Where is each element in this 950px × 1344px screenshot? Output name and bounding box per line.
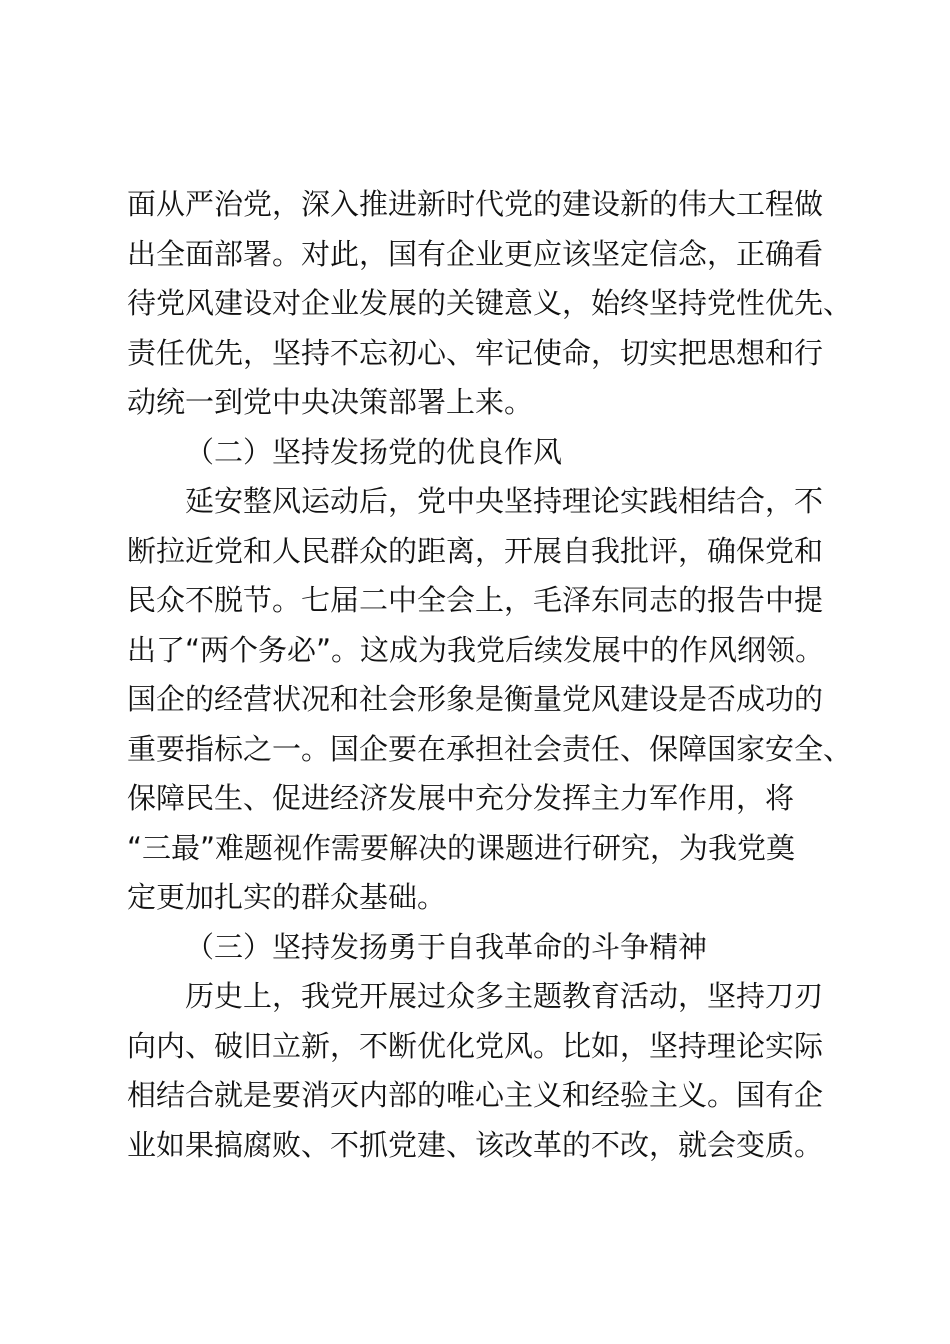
section-heading-2: （二）坚持发扬党的优良作风 <box>185 434 563 469</box>
paragraph-line: 国企的经营状况和社会形象是衡量党风建设是否成功的 <box>127 682 824 716</box>
paragraph-line: 责任优先，坚持不忘初心、牢记使命，切实把思想和行 <box>127 335 824 370</box>
paragraph-line: 动统一到党中央决策部署上来。 <box>127 385 534 419</box>
paragraph-line: 断拉近党和人民群众的距离，开展自我批评，确保党和 <box>127 533 824 568</box>
paragraph-line: 重要指标之一。国企要在承担社会责任、保障国家安全、 <box>127 731 853 766</box>
paragraph-line: 民众不脱节。七届二中全会上，毛泽东同志的报告中提 <box>127 583 824 617</box>
paragraph-line: 待党风建设对企业发展的关键意义，始终坚持党性优先、 <box>127 286 853 320</box>
body-text <box>127 180 853 1170</box>
paragraph-line: “三最”难题视作需要解决的课题进行研究，为我党奠 <box>127 830 796 865</box>
paragraph-line: 保障民生、促进经济发展中充分发挥主力军作用，将 <box>127 781 795 815</box>
paragraph-line: 定更加扎实的群众基础。 <box>127 880 447 914</box>
paragraph-line: 历史上，我党开展过众多主题教育活动，坚持刀刃 <box>185 979 824 1013</box>
section-heading-3: （三）坚持发扬勇于自我革命的斗争精神 <box>185 929 708 964</box>
paragraph-line: 面从严治党，深入推进新时代党的建设新的伟大工程做 <box>127 187 824 221</box>
paragraph-line: 出全面部署。对此，国有企业更应该坚定信念，正确看 <box>127 236 824 271</box>
paragraph-line: 相结合就是要消灭内部的唯心主义和经验主义。国有企 <box>127 1078 824 1112</box>
paragraph-line: 业如果搞腐败、不抓党建、该改革的不改，就会变质。 <box>127 1127 824 1162</box>
paragraph-line: 延安整风运动后，党中央坚持理论实践相结合，不 <box>185 484 824 518</box>
paragraph-line: 向内、破旧立新，不断优化党风。比如，坚持理论实际 <box>127 1028 824 1063</box>
paragraph-line: 出了“两个务必”。这成为我党后续发展中的作风纲领。 <box>127 632 825 667</box>
